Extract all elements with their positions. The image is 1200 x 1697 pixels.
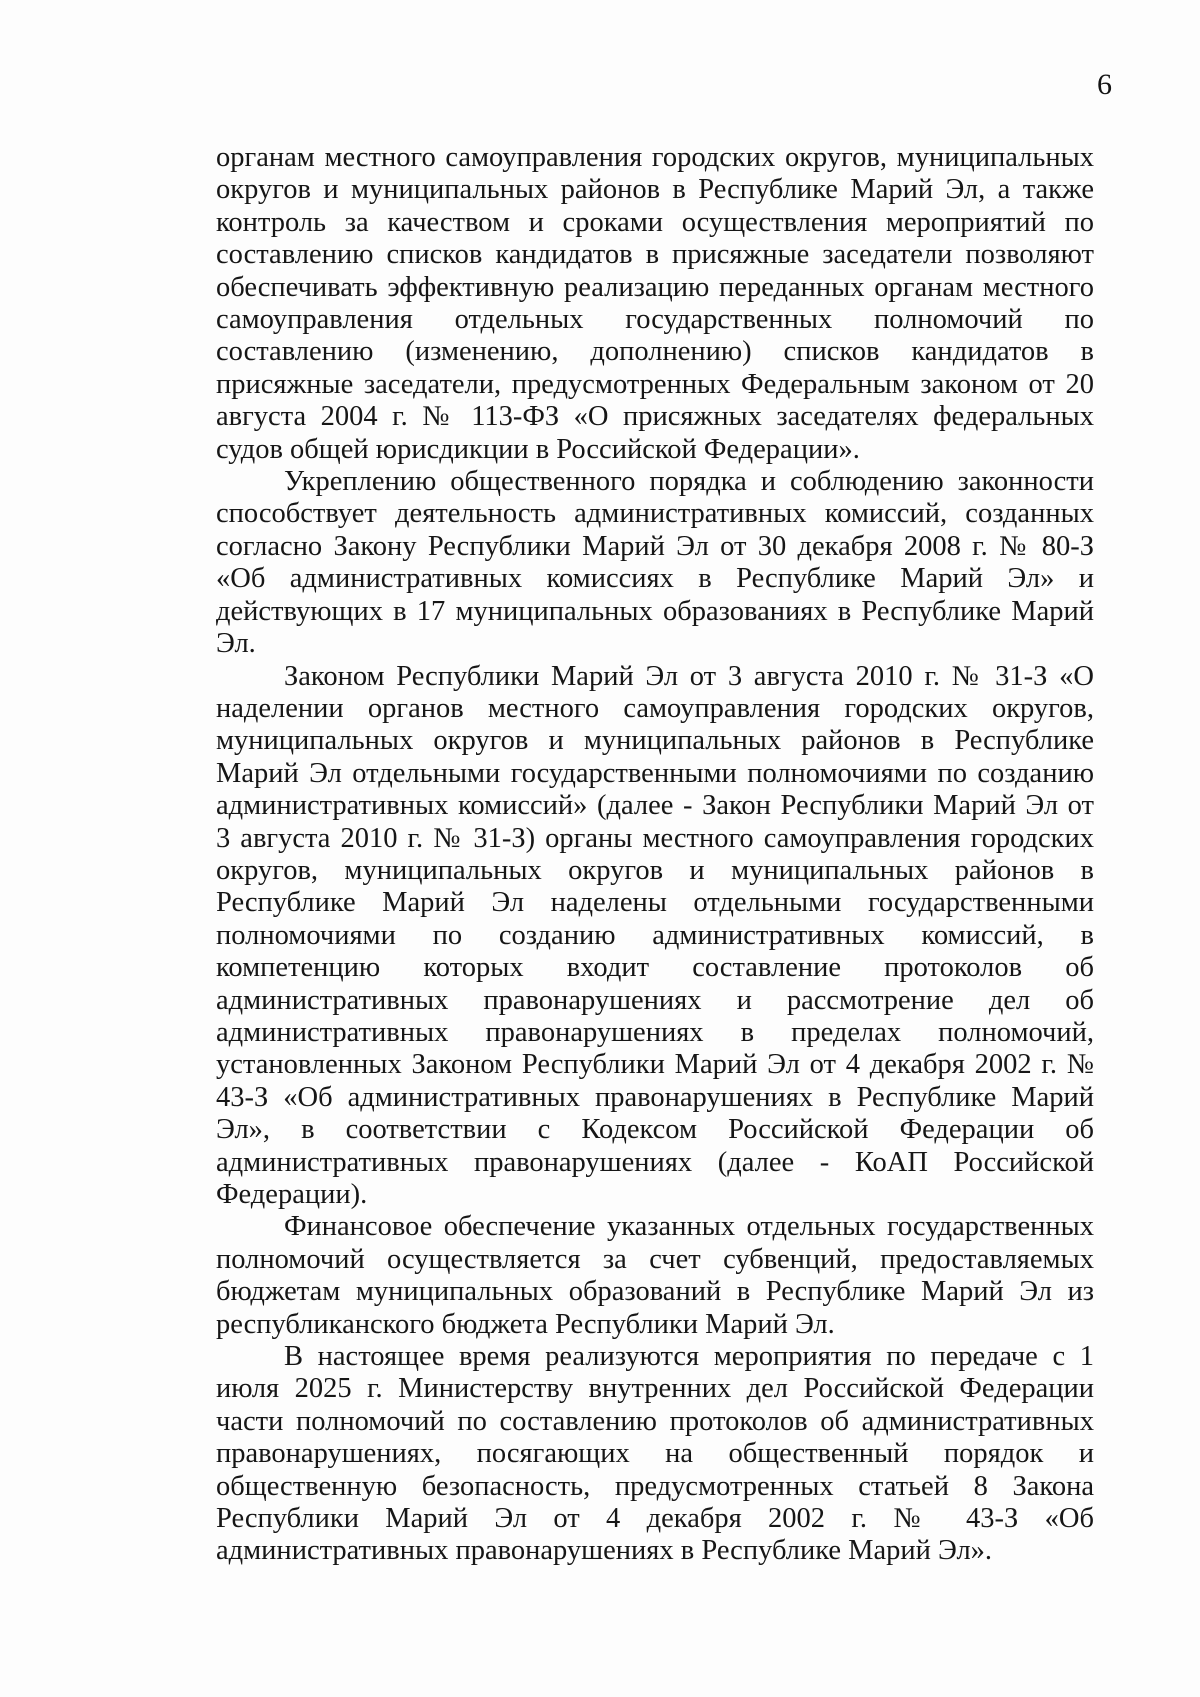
paragraph-financing: Финансовое обеспечение указанных отдельных государственных полномочий осуществляется за счет субвенций, предоставляемых бюджетам муниципальных образований в Республике Марий Эл из республиканского бюджета Республики Марий Эл. [216, 1211, 1094, 1340]
document-body [216, 142, 1094, 1568]
paragraph-administrative-commissions: Укреплению общественного порядка и соблюдению законности способствует деятельность административных комиссий, созданных согласно Закону Республики Марий Эл от 30 декабря 2008 г. № 80-З «Об административных комиссиях в Республике Марий Эл» и действующих в 17 муниципальных образованиях в Республике Марий Эл. [216, 466, 1094, 660]
paragraph-continuation: органам местного самоуправления городских округов, муниципальных округов и муниципальных районов в Республике Марий Эл, а также контроль за качеством и сроками осуществления мероприятий по составлению списков кандидатов в присяжные заседатели позволяют обеспечивать эффективную реализацию переданных органам местного самоуправления отдельных государственных полномочий по составлению (изменению, дополнению) списков кандидатов в присяжные заседатели, предусмотренных Федеральным законом от 20 августа 2004 г. № 113-ФЗ «О присяжных заседателях федеральных судов общей юрисдикции в Российской Федерации». [216, 142, 1094, 465]
paragraph-law-31-z: Законом Республики Марий Эл от 3 августа 2010 г. № 31-З «О наделении органов местного самоуправления городских округов, муниципальных округов и муниципальных районов в Республике Марий Эл отдельными государственными полномочиями по созданию административных комиссий» (далее - Закон Республики Марий Эл от 3 августа 2010 г. № 31-З) органы местного самоуправления городских округов, муниципальных округов и муниципальных районов в Республике Марий Эл наделены отдельными государственными полномочиями по созданию административных комиссий, в компетенцию которых входит составление протоколов об административных правонарушениях и рассмотрение дел об административных правонарушениях в пределах полномочий, установленных Законом Республики Марий Эл от 4 декабря 2002 г. № 43-З «Об административных правонарушениях в Республике Марий Эл», в соответствии с Кодексом Российской Федерации об административных правонарушениях (далее - КоАП Российской Федерации). [216, 660, 1094, 1210]
paragraph-mvd-transfer: В настоящее время реализуются мероприятия по передаче с 1 июля 2025 г. Министерству внутренних дел Российской Федерации части полномочий по составлению протоколов об административных правонарушениях, посягающих на общественный порядок и общественную безопасность, предусмотренных статьей 8 Закона Республики Марий Эл от 4 декабря 2002 г. № 43-З «Об административных правонарушениях в Республике Марий Эл». [216, 1341, 1094, 1567]
page-number: 6 [1097, 68, 1112, 101]
